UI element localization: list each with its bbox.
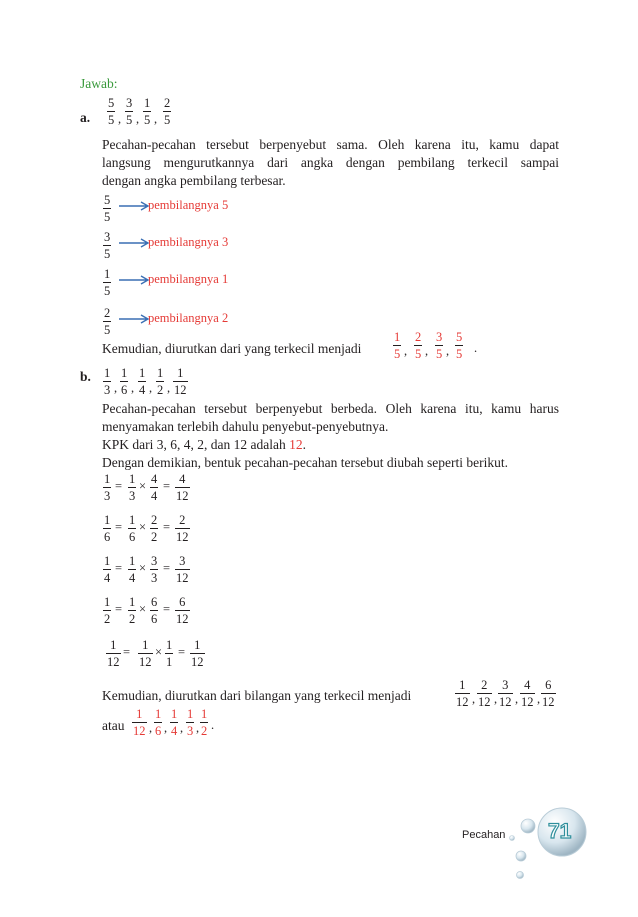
eq-lhs-fraction [103,513,111,544]
part-b-comma: , [149,381,153,395]
eq-rhs-fraction-numerator: 6 [179,595,186,609]
part-b-alt-fraction-numerator: 1 [187,707,194,721]
eq-rhs-fraction-numerator: 4 [179,472,186,486]
eq-factor-fraction-denominator: 3 [129,489,136,503]
kpk-value: 12 [289,437,303,452]
part-b-result-fraction-denominator: 12 [499,695,512,709]
part-a-fraction-denominator: 5 [108,113,115,127]
arrow-label: pembilangnya 3 [148,235,229,249]
part-b-result-fraction-numerator: 3 [502,678,509,692]
part-b-alt-fraction-denominator: 2 [201,724,208,738]
part-b-result-fraction [477,678,492,709]
kpk-end: . [302,437,306,452]
eq-rhs-fraction [190,638,205,669]
eq-lhs-fraction [103,472,111,503]
part-b-result-fraction-denominator: 12 [456,695,469,709]
arrow-label: pembilangnya 5 [148,198,229,212]
right-arrow-icon [118,313,150,327]
eq-factor-fraction-denominator: 2 [129,612,136,626]
eq-rhs-fraction-denominator: 12 [191,655,204,669]
eq-lhs-fraction-denominator: 3 [104,489,111,503]
eq-multiplier-fraction [150,472,158,503]
eq-multiplier-fraction-denominator: 4 [151,489,158,503]
eq-rhs-fraction-denominator: 12 [176,571,189,585]
arrow-label: pembilangnya 2 [148,311,229,325]
eq-multiplier-fraction-denominator: 1 [166,655,173,669]
eq-rhs-fraction-numerator: 1 [194,638,201,652]
part-b-result-comma: , [537,692,541,706]
eq-factor-fraction [128,472,136,503]
eq-rhs-fraction-denominator: 12 [176,612,189,626]
eq-sign: = [115,520,123,534]
arrow-fraction [103,306,111,337]
part-b-fraction-denominator: 6 [121,383,128,397]
part-a-fraction [163,96,171,127]
eq-lhs-fraction-denominator: 6 [104,530,111,544]
bubble-4 [510,836,515,841]
eq-rhs-fraction-numerator: 3 [179,554,186,568]
right-arrow-icon [118,200,150,214]
part-b-result-fraction-numerator: 2 [481,678,488,692]
part-b-alt-fraction-numerator: 1 [155,707,162,721]
part-b-alt-comma: , [149,721,153,735]
part-a-fraction-denominator: 5 [164,113,171,127]
part-b-fraction [120,366,128,397]
part-a-fraction-denominator: 5 [126,113,133,127]
eq-multiplier-fraction-denominator: 3 [151,571,158,585]
eq-sign: = [163,561,171,575]
eq-sign: = [115,602,123,616]
eq-multiplier-fraction-numerator: 3 [151,554,158,568]
part-a-result-fraction-denominator: 5 [436,347,443,361]
part-b-comma: , [114,381,118,395]
eq-rhs-fraction [175,472,190,503]
eq-rhs-fraction-denominator: 12 [176,489,189,503]
eq-lhs-fraction [103,554,111,585]
part-b-result-fraction-numerator: 1 [459,678,466,692]
eq-sign: = [115,479,123,493]
right-arrow-icon [118,237,150,251]
times-sign: × [139,520,147,534]
page-number: 71 [548,820,572,843]
right-arrow-icon [118,274,150,288]
part-b-result-comma: , [515,692,519,706]
part-b-fraction [173,366,188,397]
part-b-paragraph [102,400,559,472]
eq-rhs-fraction [175,513,190,544]
footer-decoration [500,790,610,900]
eq-sign: = [163,602,171,616]
part-a-result-fraction [435,330,443,361]
part-b-result-fraction-denominator: 12 [521,695,534,709]
part-a-result-fraction-numerator: 3 [436,330,443,344]
part-b-fraction-numerator: 1 [104,366,111,380]
part-b-fraction [103,366,111,397]
kpk-text: KPK dari 3, 6, 4, 2, dan 12 adalah [102,437,286,452]
part-b-fraction [138,366,146,397]
part-b-alt-comma: , [196,721,200,735]
eq-multiplier-fraction [150,595,158,626]
times-sign: × [155,645,163,659]
arrow-fraction-numerator: 2 [104,306,111,320]
eq-factor-fraction-denominator: 12 [139,655,152,669]
part-b-alt-fraction-numerator: 1 [136,707,143,721]
times-sign: × [139,602,147,616]
part-a-para-line-1: Pecahan-pecahan tersebut berpenyebut sama. Oleh karena itu, kamu dapat [102,137,559,152]
eq-sign: = [178,645,186,659]
part-b-fraction-numerator: 1 [121,366,128,380]
part-a-fraction-numerator: 3 [126,96,133,110]
eq-lhs-fraction-numerator: 1 [104,554,111,568]
part-b-alt-fraction [154,707,162,738]
arrow-fraction-numerator: 5 [104,193,111,207]
eq-factor-fraction-numerator: 1 [129,595,136,609]
part-b-fraction-numerator: 1 [157,366,164,380]
eq-lhs-fraction-denominator: 12 [107,655,120,669]
part-b-conclusion: Kemudian, diurutkan dari bilangan yang terkecil menjadi [102,688,412,703]
eq-sign: = [115,561,123,575]
eq-multiplier-fraction-numerator: 4 [151,472,158,486]
part-a-result-comma: , [425,344,429,358]
part-b-alt-fraction [186,707,194,738]
eq-factor-fraction [128,554,136,585]
part-a-fraction-numerator: 1 [144,96,151,110]
footer-chapter: Pecahan [462,829,506,841]
eq-multiplier-fraction [165,638,173,669]
eq-multiplier-fraction-numerator: 2 [151,513,158,527]
part-b-fraction-numerator: 1 [139,366,146,380]
part-a-result-fraction [455,330,463,361]
arrow-fraction-denominator: 5 [104,210,111,224]
eq-sign: = [123,645,131,659]
part-b-fraction-denominator: 12 [174,383,187,397]
eq-multiplier-fraction [150,554,158,585]
part-a-result-fraction-denominator: 5 [394,347,401,361]
arrow-fraction-denominator: 5 [104,247,111,261]
part-b-result-fraction-denominator: 12 [478,695,491,709]
part-b-alt-fraction [132,707,147,738]
eq-lhs-fraction [106,638,121,669]
part-b-alt-fraction-denominator: 6 [155,724,162,738]
part-a-para-line-2: langsung mengurutkannya dari angka dengan pembilang terkecil sampai [102,155,559,170]
eq-multiplier-fraction-numerator: 6 [151,595,158,609]
times-sign: × [139,561,147,575]
eq-rhs-fraction [175,554,190,585]
arrow-fraction-denominator: 5 [104,323,111,337]
part-b-result-fraction [455,678,470,709]
part-a-label: a. [80,110,91,125]
part-b-result-fraction-numerator: 4 [524,678,531,692]
eq-multiplier-fraction-denominator: 6 [151,612,158,626]
bubble-1 [521,819,535,833]
part-b-or-text: atau [102,718,125,733]
eq-sign: = [163,479,171,493]
part-a-fraction-denominator: 5 [144,113,151,127]
part-a-result-fraction-denominator: 5 [415,347,422,361]
part-a-result-fraction-numerator: 2 [415,330,422,344]
eq-lhs-fraction-numerator: 1 [104,472,111,486]
part-a-conclusion: Kemudian, diurutkan dari yang terkecil menjadi [102,341,362,356]
arrow-fraction [103,267,111,298]
part-b-result-fraction [498,678,513,709]
eq-lhs-fraction-numerator: 1 [104,513,111,527]
part-b-para-line-1: Pecahan-pecahan tersebut berpenyebut berbeda. Oleh karena itu, kamu harus [102,401,559,416]
eq-lhs-fraction-denominator: 4 [104,571,111,585]
eq-lhs-fraction [103,595,111,626]
part-b-alt-period: . [211,718,215,732]
eq-rhs-fraction-numerator: 2 [179,513,186,527]
eq-lhs-fraction-numerator: 1 [104,595,111,609]
arrow-fraction [103,193,111,224]
part-b-alt-fraction-numerator: 1 [201,707,208,721]
arrow-fraction-numerator: 1 [104,267,111,281]
part-a-comma: , [154,112,158,126]
part-a-fraction-numerator: 5 [108,96,115,110]
part-b-result-fraction [520,678,535,709]
arrow-fraction [103,230,111,261]
part-a-result-comma: , [446,344,450,358]
eq-factor-fraction [128,513,136,544]
part-a-comma: , [118,112,122,126]
eq-sign: = [163,520,171,534]
part-b-alt-fraction-denominator: 4 [171,724,178,738]
part-a-para-line-3: dengan angka pembilang terbesar. [102,173,286,188]
part-a-result-period: . [474,341,478,355]
eq-multiplier-fraction [150,513,158,544]
part-b-fraction-denominator: 3 [104,383,111,397]
part-b-transform-line: Dengan demikian, bentuk pecahan-pecahan tersebut diubah seperti berikut. [102,455,508,470]
eq-factor-fraction [128,595,136,626]
part-b-result-fraction-denominator: 12 [542,695,555,709]
part-b-fraction-numerator: 1 [177,366,184,380]
part-a-result-comma: , [404,344,408,358]
part-a-fraction [125,96,133,127]
part-a-result-fraction-numerator: 5 [456,330,463,344]
part-b-alt-fraction [200,707,208,738]
part-b-alt-fraction [170,707,178,738]
times-sign: × [139,479,147,493]
eq-rhs-fraction-denominator: 12 [176,530,189,544]
eq-factor-fraction-denominator: 4 [129,571,136,585]
part-b-comma: , [131,381,135,395]
answer-label: Jawab: [80,76,118,91]
part-b-result-fraction [541,678,556,709]
bubble-3 [517,872,524,879]
eq-lhs-fraction-numerator: 1 [110,638,117,652]
arrow-fraction-numerator: 3 [104,230,111,244]
part-a-result-fraction-numerator: 1 [394,330,401,344]
part-a-result-fraction [393,330,401,361]
eq-factor-fraction-numerator: 1 [129,554,136,568]
part-a-fraction-numerator: 2 [164,96,171,110]
eq-rhs-fraction [175,595,190,626]
part-b-label: b. [80,369,91,384]
part-b-result-comma: , [472,692,476,706]
part-a-fraction [143,96,151,127]
part-b-alt-comma: , [164,721,168,735]
eq-multiplier-fraction-numerator: 1 [166,638,173,652]
eq-factor-fraction-numerator: 1 [129,472,136,486]
part-b-alt-fraction-denominator: 12 [133,724,146,738]
bubble-2 [516,851,526,861]
part-b-kpk-line [102,436,559,454]
arrow-fraction-denominator: 5 [104,284,111,298]
part-b-alt-fraction-numerator: 1 [171,707,178,721]
part-b-fraction-denominator: 4 [139,383,146,397]
eq-factor-fraction-numerator: 1 [129,513,136,527]
part-b-result-fraction-numerator: 6 [545,678,552,692]
part-b-alt-fraction-denominator: 3 [187,724,194,738]
eq-multiplier-fraction-denominator: 2 [151,530,158,544]
eq-factor-fraction-numerator: 1 [142,638,149,652]
eq-factor-fraction [138,638,153,669]
part-a-paragraph [102,136,559,190]
eq-factor-fraction-denominator: 6 [129,530,136,544]
part-b-comma: , [167,381,171,395]
part-b-para-line-2: menyamakan terlebih dahulu penyebut-penyebutnya. [102,419,389,434]
part-a-result-fraction-denominator: 5 [456,347,463,361]
part-b-result-comma: , [494,692,498,706]
part-a-comma: , [136,112,140,126]
part-a-fraction [107,96,115,127]
part-b-alt-comma: , [180,721,184,735]
part-b-fraction [156,366,164,397]
part-a-result-fraction [414,330,422,361]
part-b-fraction-denominator: 2 [157,383,164,397]
arrow-label: pembilangnya 1 [148,272,229,286]
eq-lhs-fraction-denominator: 2 [104,612,111,626]
